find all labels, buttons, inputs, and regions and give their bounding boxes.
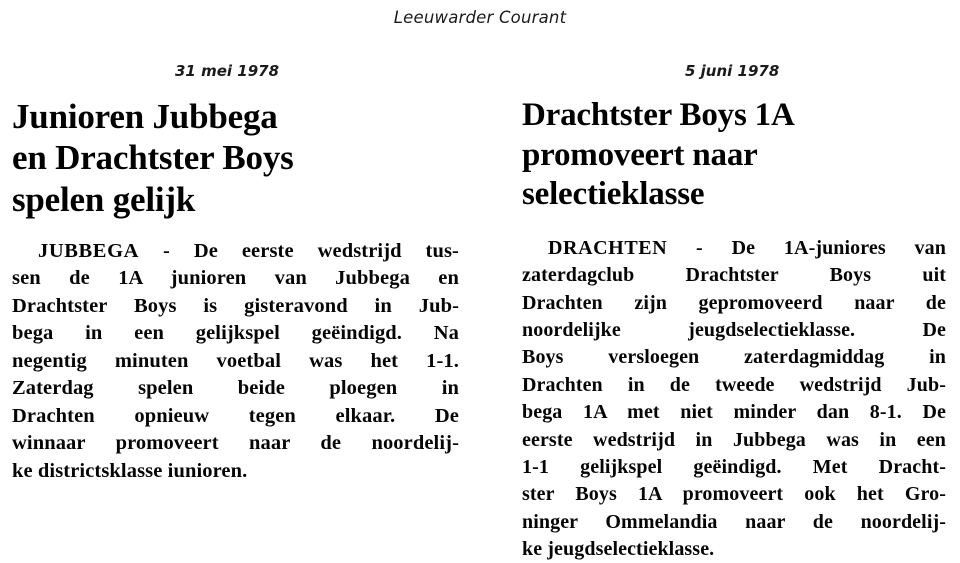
- body-line: eerste wedstrijd in Jubbega was in een: [522, 428, 946, 451]
- body-line-text: De 1A-juniores van: [731, 236, 946, 259]
- news-clipping-right: [522, 96, 950, 563]
- headline-line: Drachtster Boys 1A: [522, 97, 795, 133]
- body-line: Zaterdag spelen beide ploegen in: [12, 377, 459, 400]
- body-line: Drachtster Boys is gisteravond in Jub-: [12, 294, 459, 317]
- news-clipping-left: [12, 96, 462, 485]
- body-line: negentig minuten voetbal was het 1-1.: [12, 349, 459, 372]
- body-line: Drachten zijn gepromoveerd naar de: [522, 291, 946, 314]
- body-line: ke districtsklasse iunioren.: [12, 459, 248, 482]
- body-line: bega in een gelijkspel geëindigd. Na: [12, 322, 459, 345]
- body-line: [12, 238, 459, 265]
- dateline-separator: -: [667, 236, 732, 259]
- clipping-date-left: 31 mei 1978: [175, 62, 280, 80]
- body-line: zaterdagclub Drachtster Boys uit: [522, 264, 946, 287]
- headline-line: Junioren Jubbega: [12, 97, 278, 136]
- body-line: noordelijke jeugdselectieklasse. De: [522, 318, 946, 341]
- newspaper-masthead-title: Leeuwarder Courant: [393, 8, 567, 27]
- headline-line: en Drachtster Boys: [12, 138, 294, 178]
- clipping-date-right: 5 juni 1978: [685, 62, 780, 80]
- body-line: 1-1 gelijkspel geëindigd. Met Dracht-: [522, 455, 946, 478]
- headline-left: [12, 96, 462, 220]
- body-line: Boys versloegen zaterdagmiddag in: [522, 346, 946, 369]
- headline-line: selectieklasse: [522, 176, 705, 213]
- body-line: Drachten opnieuw tegen elkaar. De: [12, 404, 459, 427]
- headline-line: spelen gelijk: [12, 179, 196, 219]
- article-dateline: JUBBEGA: [38, 239, 140, 262]
- dateline-separator: -: [139, 239, 194, 262]
- body-line: Drachten in de tweede wedstrijd Jub-: [522, 373, 946, 396]
- headline-line: promoveert naar: [522, 136, 758, 173]
- article-dateline: DRACHTEN: [548, 236, 668, 259]
- body-line: sen de 1A junioren van Jubbega en: [12, 267, 459, 290]
- article-body-left: [12, 238, 459, 485]
- body-line: ke jeugdselectieklasse.: [522, 538, 715, 561]
- body-line: winnaar promoveert naar de noordelij-: [12, 432, 459, 455]
- body-line: ster Boys 1A promoveert ook het Gro-: [522, 483, 946, 506]
- body-line-text: De eerste wedstrijd tus-: [193, 239, 459, 262]
- body-line: ninger Ommelandia naar de noordelij-: [522, 510, 946, 533]
- body-line: bega 1A met niet minder dan 8-1. De: [522, 401, 946, 424]
- body-line: [522, 235, 946, 262]
- article-body-right: [522, 235, 946, 563]
- headline-right: [522, 96, 950, 215]
